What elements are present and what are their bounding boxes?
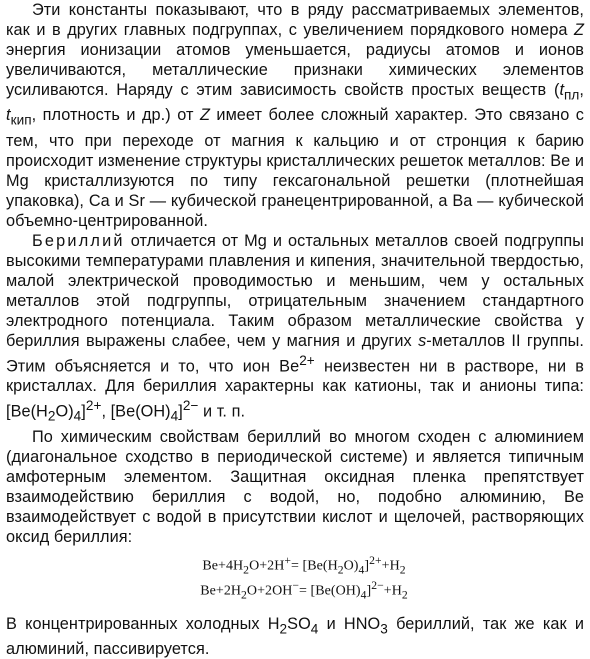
emphasized-term: Бериллий [32, 231, 125, 250]
italic-symbol: t [6, 106, 11, 125]
italic-symbol: t [559, 81, 565, 99]
text-run: , [Be(OH) [101, 402, 171, 421]
subscript: 4 [170, 408, 179, 424]
subscript: 4 [310, 620, 319, 636]
italic-symbol: Z [199, 106, 210, 125]
text-run: энергия ионизации атомов уменьшается, радиусы атомов и ионов увеличиваются, металлические признаки химических элементов усиливаются. Наряду с этим зависимость свойств простых веществ ( [6, 41, 584, 99]
paragraph-2 [6, 231, 584, 427]
text-run: ] [81, 402, 86, 421]
text-run: и т. п. [198, 402, 246, 421]
subscript: 2 [279, 620, 288, 636]
text-run: В концентрированных холодных H [6, 614, 280, 633]
subscript: пл [564, 87, 580, 103]
text-run: , плотность и др.) от [31, 106, 200, 125]
italic-symbol: Z [574, 21, 584, 39]
text-run: имеет более сложный характер. Это связано с тем, что при переходе от магния к кальцию и от стронция к барию происходит изменение структуры кристаллических решеток металлов: Be и Mg кристаллизуются по типу гексагональной решетки (плотнейшая упаковка), Ca и Sr — кубической гранецентрированной, а Ba — кубической объемно-центрированной. [6, 106, 584, 230]
superscript: 2+ [85, 397, 102, 413]
text-run: бериллий, так же как и алюминий, пассивируется. [6, 614, 584, 658]
text-run: и HNO [318, 614, 381, 633]
equation-acid: $Be+4H_2O+2H^+= [Be(H_2O)_4]^{2+}+H_2$ [202, 553, 406, 577]
subscript: кип [10, 112, 32, 128]
text-run: O) [55, 402, 74, 421]
superscript: 2+ [299, 352, 315, 368]
superscript: 2− [182, 397, 199, 413]
equations [6, 553, 584, 604]
paragraph-4 [6, 614, 584, 659]
italic-symbol: s [418, 331, 427, 350]
text-run: , [579, 81, 584, 99]
equation-base: $Be+2H_2O+2OH^-= [Be(OH)_4]^{2-}+H_2$ [200, 579, 408, 602]
text-run: отличается от Mg и остальных металлов своей подгруппы высокими температурами плавления и кипения, значительной твердостью, малой электрической проводимостью и меньшим, чем у остальных металлов этой подгруппы, отрицательным значением стандартного электродного потенциала. Таким образом металлические свойства у бериллия выражены слабее, чем у магния и других [6, 231, 584, 350]
paragraph-3: По химическим свойствам бериллий во многом сходен с алюминием (диагональное сходство в периодической системе) и является типичным амфотерным элементом. Защитная оксидная пленка препятствует взаимодействию бериллия с водой, но, подобно алюминию, Be взаимодействует с водой в присутствии кислот и щелочей, растворяющих оксид бериллия: [6, 427, 584, 546]
subscript: 3 [380, 620, 388, 636]
subscript: 2 [47, 408, 56, 424]
paragraph-1 [6, 0, 584, 231]
text-run: неизвестен ни в растворе, ни в кристаллах. Для бериллия характерны как катионы, так и анионы типа: [Be(H [6, 356, 584, 421]
text-run: Эти константы показывают, что в ряду рассматриваемых элементов, как и в других главных подгруппах, с увеличением порядкового номера [6, 1, 584, 39]
text-run: ] [178, 402, 183, 421]
text-run: SO [287, 614, 311, 633]
subscript: 4 [73, 408, 82, 424]
text-run: -металлов II группы. Этим объясняется и то, что ион Be [6, 331, 584, 375]
